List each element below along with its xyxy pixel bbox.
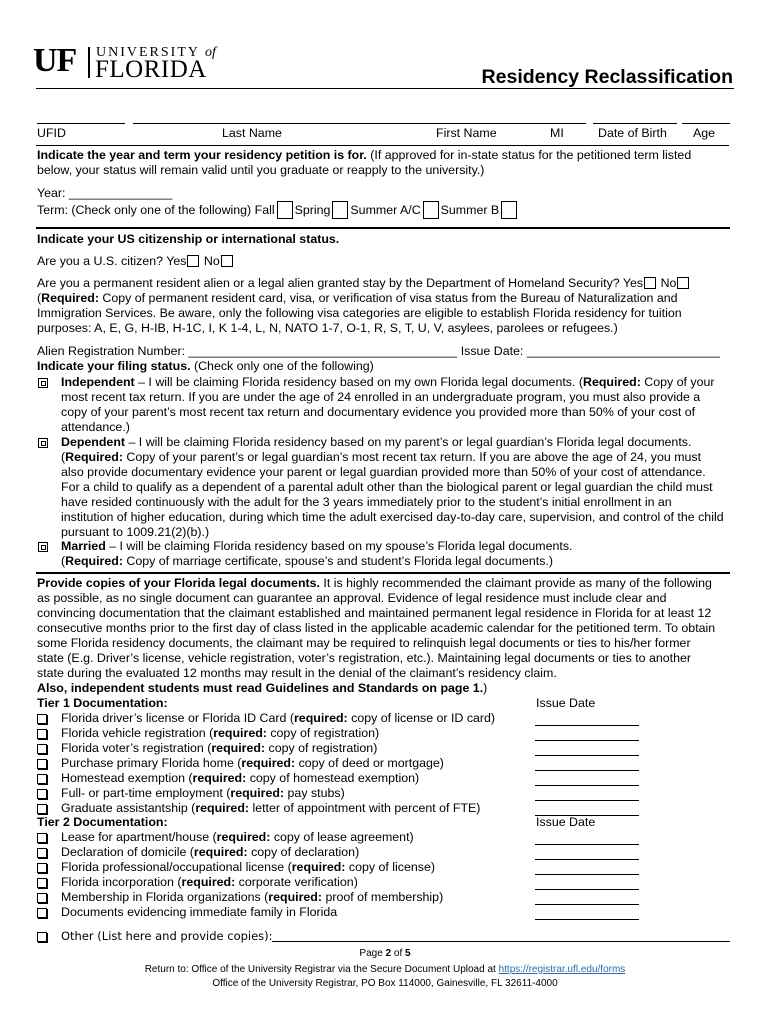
alien-registration-field[interactable]: Alien Registration Number: _______________________________________ Issue Date: ____________________________ — [37, 344, 720, 358]
page-number: Page 2 of 5 — [359, 948, 411, 959]
tier2-issue-date-label: Issue Date — [536, 815, 596, 829]
resident-required-3: purposes: A, E, G, H-IB, H-1C, I, K 1-4, L, N, NATO 1-7, O-1, R, S, T, U, V, asylees, parolees or refugees.) — [37, 321, 618, 335]
citizenship-heading: Indicate your US citizenship or international status. — [37, 232, 340, 246]
married-checkbox[interactable] — [38, 542, 48, 552]
tier1-document-item: Full- or part-time employment (required: pay stubs) — [61, 786, 345, 800]
age-label: Age — [693, 126, 716, 140]
tier2-heading: Tier 2 Documentation: — [37, 815, 168, 829]
ufid-blank[interactable] — [37, 123, 125, 124]
tier2-document-item: Declaration of domicile (required: copy of declaration) — [61, 845, 360, 859]
term-heading: Indicate the year and term your residency petition is for. (If approved for in-state status for the petitioned term listed — [37, 148, 692, 162]
documents-p3: convincing documentation that the claimant established and maintained permanent legal residence in Florida for at least 12 — [37, 606, 712, 620]
resident-yes-checkbox[interactable] — [644, 277, 656, 289]
spring-checkbox[interactable] — [332, 201, 348, 219]
dependent-line5: have resided continuously with the adult for the 3 years immediately prior to the student’s initial enrollment in an — [61, 495, 672, 509]
tier2-document-checkbox[interactable] — [37, 863, 47, 873]
logo-divider — [88, 47, 90, 78]
tier2-document-item: Documents evidencing immediate family in Florida — [61, 905, 338, 919]
tier2-document-issue-date-blank[interactable] — [535, 904, 639, 905]
independent-line2: most recent tax return. If you are under the age of 24 enrolled in an undergraduate program, you must also provide a — [61, 390, 701, 404]
first-name-label: First Name — [436, 126, 497, 140]
tier2-document-issue-date-blank[interactable] — [535, 859, 639, 860]
tier1-document-item: Homestead exemption (required: copy of homestead exemption) — [61, 771, 420, 785]
other-label: Other (List here and provide copies): — [61, 929, 273, 943]
dependent-line3: also provide documentary evidence your parent or legal guardian provided more than 50% of your cost of attendance. — [61, 465, 706, 479]
dob-blank[interactable] — [593, 123, 677, 124]
tier1-document-checkbox[interactable] — [37, 774, 47, 784]
tier1-document-checkbox[interactable] — [37, 759, 47, 769]
ufid-label: UFID — [37, 126, 66, 140]
summer-ac-checkbox[interactable] — [423, 201, 439, 219]
tier1-document-issue-date-blank[interactable] — [535, 770, 639, 771]
tier1-document-checkbox[interactable] — [37, 744, 47, 754]
dependent-checkbox[interactable] — [38, 438, 48, 448]
tier1-document-issue-date-blank[interactable] — [535, 785, 639, 786]
age-blank[interactable] — [682, 123, 730, 124]
independent-line4: attendance.) — [61, 420, 130, 434]
independent-option: Independent – I will be claiming Florida residency based on my own Florida legal documents. (Required: Copy of your — [61, 375, 715, 389]
term-options: Term: (Check only one of the following) Fall Spring Summer A/C Summer B — [37, 201, 519, 219]
other-checkbox[interactable] — [37, 932, 47, 942]
tier2-document-checkbox[interactable] — [37, 833, 47, 843]
tier1-document-item: Florida vehicle registration (required: copy of registration) — [61, 726, 380, 740]
tier1-document-issue-date-blank[interactable] — [535, 800, 639, 801]
dependent-line7: pursuant to 1009.21(2)(b).) — [61, 525, 210, 539]
section-rule — [36, 227, 730, 229]
documents-p7: state during the evaluated 12 months may result in the denial of the claimant’s residency claim. — [37, 666, 557, 680]
independent-line3: copy of your parent’s most recent tax return and documentary evidence you provided more than 50% of your cost of — [61, 405, 696, 419]
tier2-document-item: Florida professional/occupational license (required: copy of license) — [61, 860, 435, 874]
title-rule — [36, 88, 734, 89]
tier1-document-checkbox[interactable] — [37, 804, 47, 814]
dob-label: Date of Birth — [598, 126, 667, 140]
tier2-document-issue-date-blank[interactable] — [535, 874, 639, 875]
independent-checkbox[interactable] — [38, 378, 48, 388]
logo-florida-text: FLORIDA — [95, 56, 207, 83]
tier2-document-checkbox[interactable] — [37, 893, 47, 903]
section-rule — [36, 145, 729, 146]
tier1-document-item: Graduate assistantship (required: letter of appointment with percent of FTE) — [61, 801, 481, 815]
return-instructions: Return to: Office of the University Registrar via the Secure Document Upload at https://registrar.ufl.edu/forms — [144, 964, 626, 975]
tier1-document-checkbox[interactable] — [37, 789, 47, 799]
page-title: Residency Reclassification — [481, 66, 733, 88]
dependent-option: Dependent – I will be claiming Florida residency based on my parent’s or legal guardian’s Florida legal documents. — [61, 435, 692, 449]
citizen-no-checkbox[interactable] — [221, 255, 233, 267]
registrar-address: Office of the University Registrar, PO Box 114000, Gainesville, FL 32611-4000 — [212, 978, 558, 989]
section-rule — [36, 572, 730, 574]
tier1-document-issue-date-blank[interactable] — [535, 725, 639, 726]
filing-heading: Indicate your filing status. (Check only one of the following) — [37, 359, 374, 373]
tier1-document-checkbox[interactable] — [37, 714, 47, 724]
tier2-document-issue-date-blank[interactable] — [535, 919, 639, 920]
tier2-document-item: Florida incorporation (required: corporate verification) — [61, 875, 358, 889]
tier2-document-item: Membership in Florida organizations (required: proof of membership) — [61, 890, 444, 904]
tier1-document-issue-date-blank[interactable] — [535, 755, 639, 756]
resident-required: (Required: Copy of permanent resident card, visa, or verification of visa status from the Bureau of Naturalization and — [37, 291, 678, 305]
citizen-question: Are you a U.S. citizen? Yes No — [37, 254, 234, 269]
tier2-document-checkbox[interactable] — [37, 848, 47, 858]
tier2-document-issue-date-blank[interactable] — [535, 844, 639, 845]
documents-p4: consecutive months prior to the first day of class listed in the applicable academic calendar for the petitioned term. To obtain — [37, 621, 716, 635]
documents-p6: state (E.g. Driver’s license, vehicle registration, voter’s registration, etc.). Maintaining legal documents or ties to another — [37, 651, 692, 665]
term-line2: below, your status will remain valid until you graduate or reapply to the university.) — [37, 163, 485, 177]
tier2-document-checkbox[interactable] — [37, 908, 47, 918]
mi-label: MI — [550, 126, 564, 140]
other-blank[interactable] — [272, 941, 730, 942]
registrar-forms-link[interactable]: https://registrar.ufl.edu/forms — [498, 964, 626, 975]
married-option: Married – I will be claiming Florida residency based on my spouse’s Florida legal documents. — [61, 539, 573, 553]
dependent-line6: institution of higher education, during which time the adult exercised day-to-day care, supervision, and control of the child — [61, 510, 724, 524]
summer-b-checkbox[interactable] — [501, 201, 517, 219]
resident-no-checkbox[interactable] — [677, 277, 689, 289]
resident-question: Are you a permanent resident alien or a legal alien granted stay by the Department of Homeland Security? Yes No — [37, 276, 690, 291]
dependent-line4: For a child to qualify as a dependent of a parental adult other than the biological parent or legal guardian the child must — [61, 480, 713, 494]
tier1-heading: Tier 1 Documentation: — [37, 696, 168, 710]
tier1-document-checkbox[interactable] — [37, 729, 47, 739]
last-name-label: Last Name — [222, 126, 282, 140]
year-field[interactable]: Year: _______________ — [37, 186, 173, 200]
tier2-document-issue-date-blank[interactable] — [535, 889, 639, 890]
tier1-document-item: Florida voter’s registration (required: copy of registration) — [61, 741, 378, 755]
fall-checkbox[interactable] — [277, 201, 293, 219]
tier2-document-checkbox[interactable] — [37, 878, 47, 888]
uf-logo-mark: UF — [33, 42, 77, 79]
citizen-yes-checkbox[interactable] — [187, 255, 199, 267]
tier2-document-item: Lease for apartment/house (required: copy of lease agreement) — [61, 830, 414, 844]
resident-required-2: Immigration Services. Be aware, only the following visa categories are eligible to establish Florida residency for tuition — [37, 306, 682, 320]
tier1-document-item: Purchase primary Florida home (required: copy of deed or mortgage) — [61, 756, 444, 770]
documents-p2: as possible, as no single document can guarantee an approval. Evidence of legal residence must include clear and — [37, 591, 667, 605]
documents-heading: Provide copies of your Florida legal documents. It is highly recommended the claimant provide as many of the following — [37, 576, 712, 590]
married-line2: (Required: Copy of marriage certificate, spouse’s and student’s Florida legal documents.) — [61, 554, 553, 568]
tier1-document-issue-date-blank[interactable] — [535, 740, 639, 741]
documents-p5: some Florida residency documents, the claimant may be required to relinquish legal documents or ties to his/her former — [37, 636, 691, 650]
dependent-line2: (Required: Copy of your parent’s or legal guardian’s most recent tax return. If you are above the age of 24, you must — [61, 450, 702, 464]
tier1-issue-date-label: Issue Date — [536, 696, 596, 710]
tier1-document-item: Florida driver’s license or Florida ID Card (required: copy of license or ID card) — [61, 711, 496, 725]
logo-university-text: UNIVERSITY of — [96, 45, 216, 60]
guidelines-note: Also, independent students must read Guidelines and Standards on page 1.) — [37, 681, 488, 695]
name-blank[interactable] — [133, 123, 586, 124]
